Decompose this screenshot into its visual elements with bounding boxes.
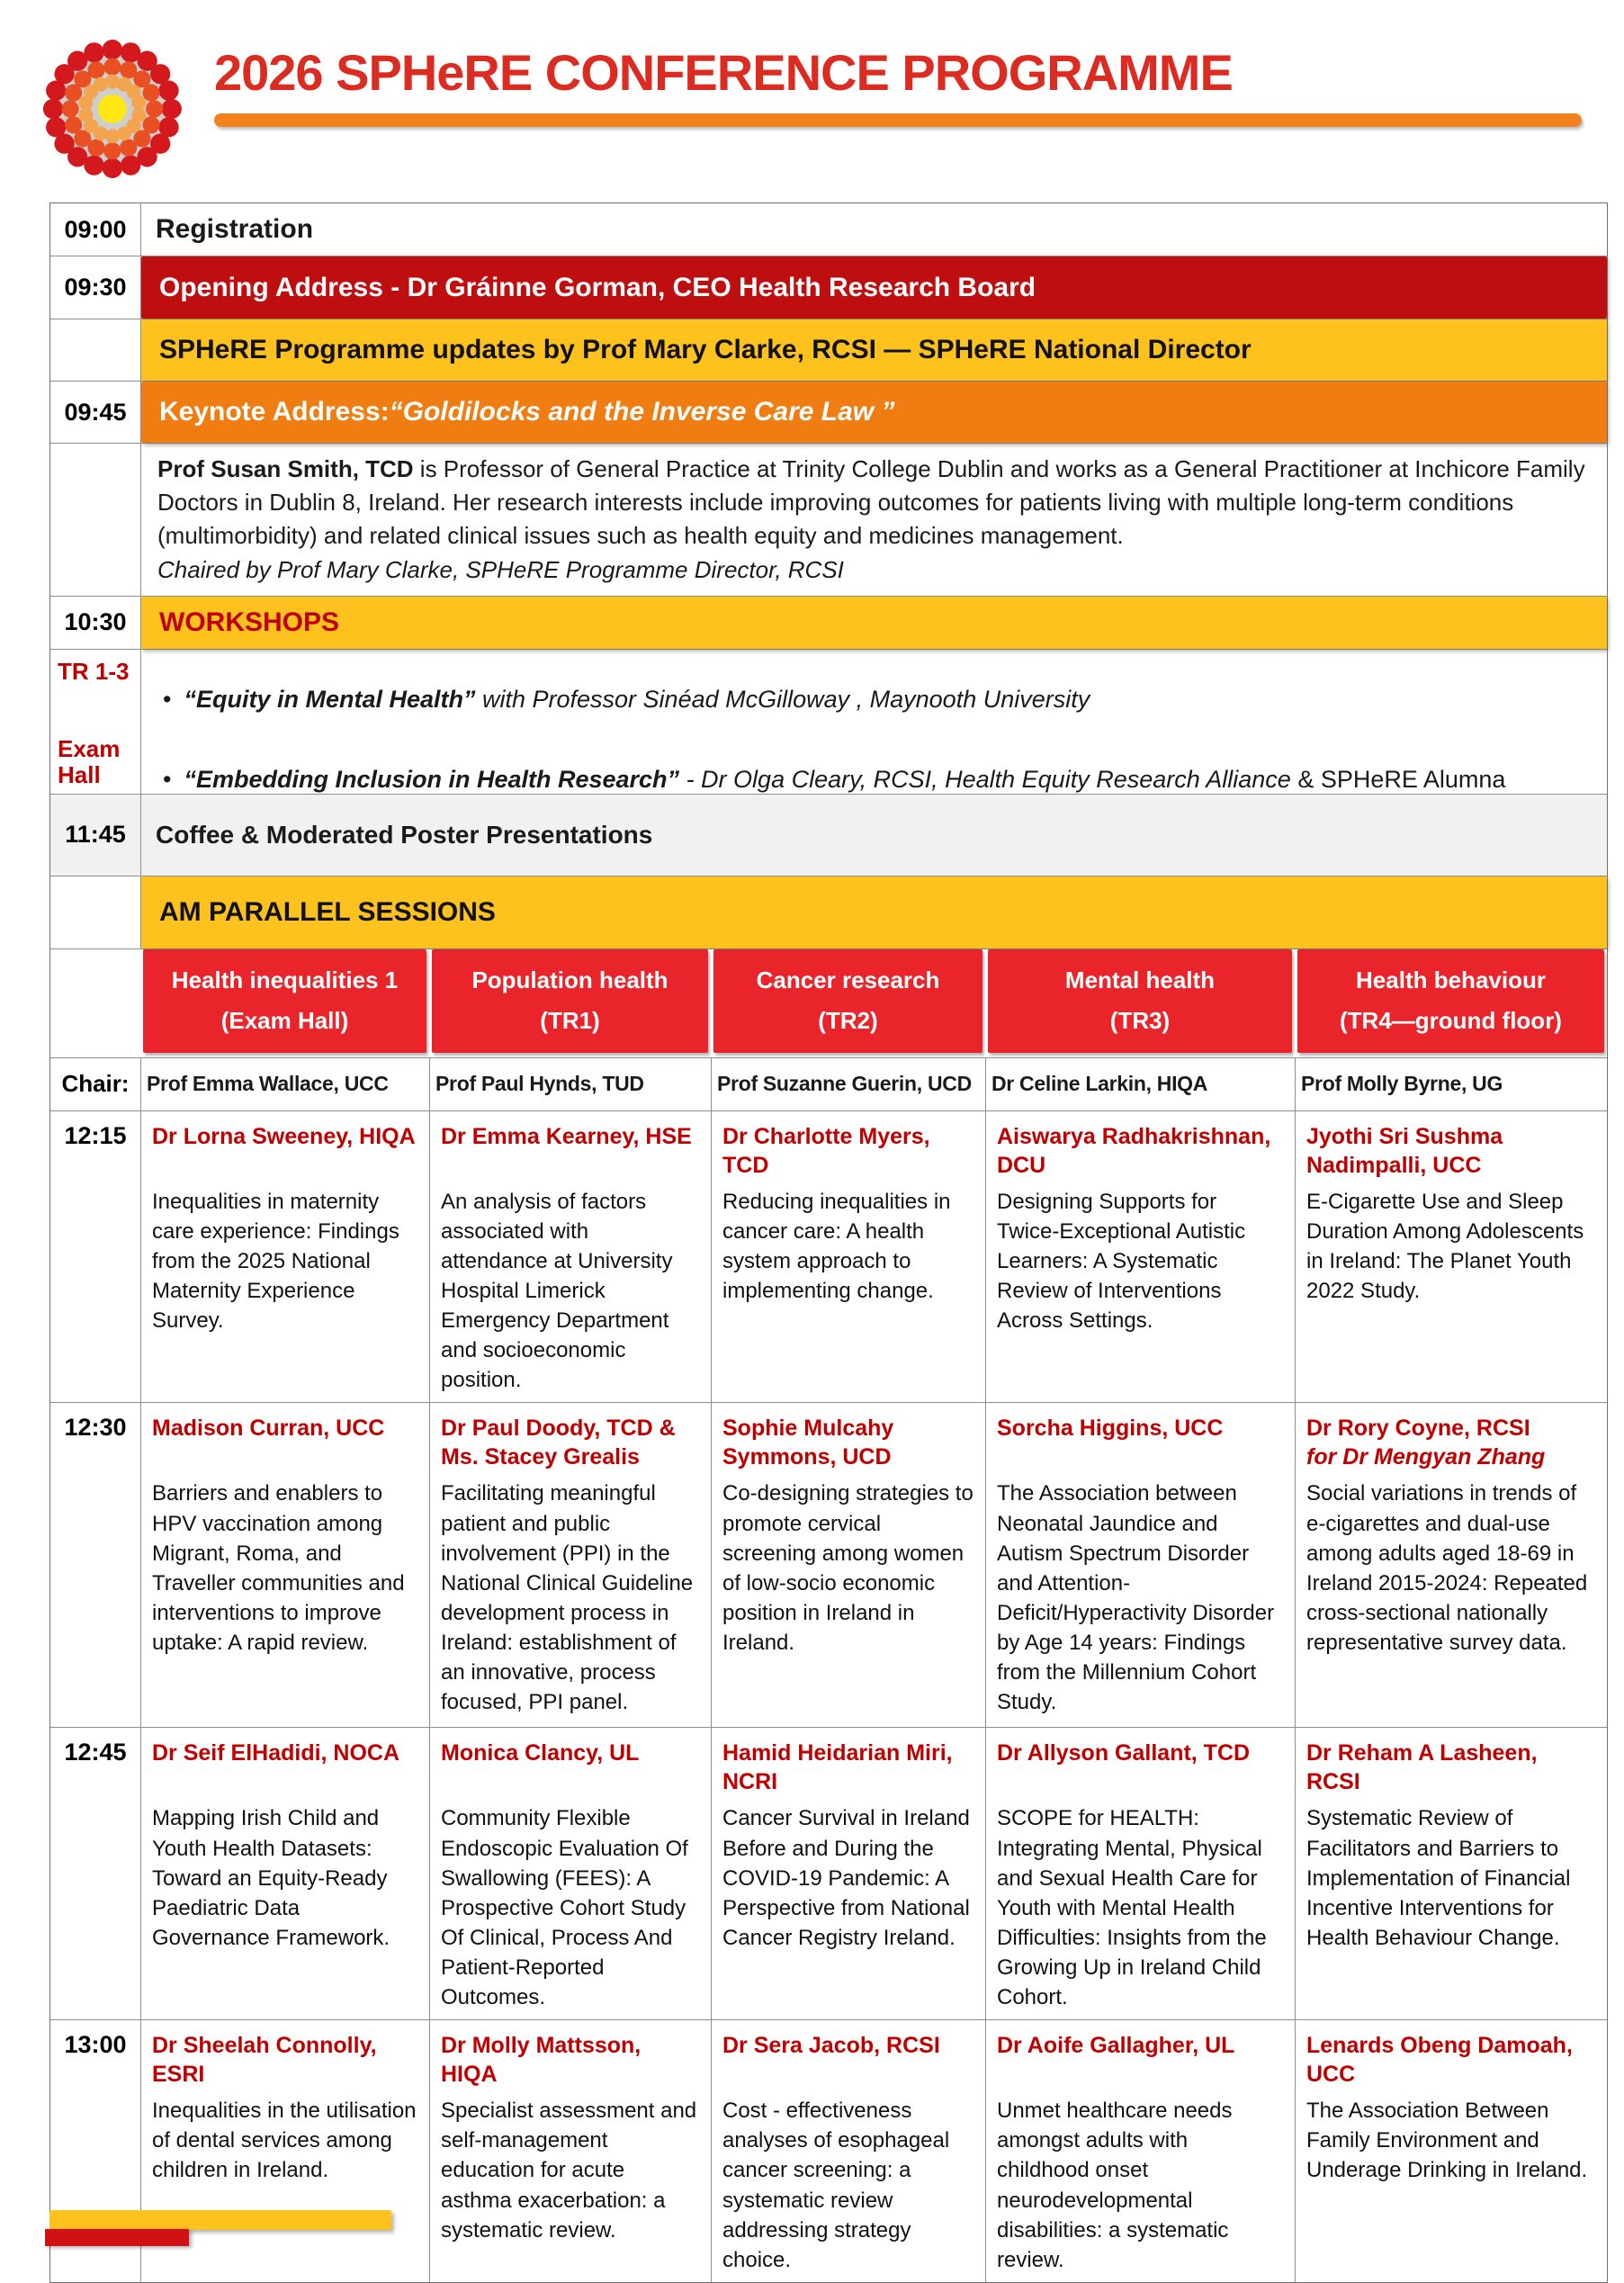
session-chair: Dr Celine Larkin, HIQA — [991, 1072, 1208, 1096]
cutoff-red-bar — [45, 2229, 189, 2246]
row-coffee — [50, 794, 1607, 876]
talk-title: Unmet healthcare needs amongst adults with childhood onset neurodevelopmental disabilities: a systematic review. — [997, 2099, 1233, 2272]
talk-title: SCOPE for HEALTH: Integrating Mental, Physical and Sexual Health Care for Youth with Mental Health Difficulties: Insights from the Growing Up in Ireland Child Cohort. — [997, 1806, 1267, 2010]
programme-table — [49, 202, 1608, 2283]
talk-cell — [711, 1403, 985, 1727]
workshop-presenter: with Professor Sinéad McGilloway , Maynooth University — [475, 685, 1090, 713]
bullet-icon: • — [163, 685, 172, 713]
talk-cell — [985, 1403, 1295, 1727]
speaker-name: Lenards Obeng Damoah, UCC — [1306, 2033, 1573, 2088]
row-opening-address — [50, 256, 1607, 319]
session-chair: Prof Molly Byrne, UG — [1301, 1072, 1503, 1096]
am-sessions-banner: AM PARALLEL SESSIONS — [141, 876, 1607, 948]
session-title: Population health — [471, 966, 668, 994]
speaker-name: Dr Rory Coyne, RCSI — [1306, 1416, 1530, 1442]
talk-cell — [1295, 1728, 1607, 2019]
speaker-name: Aiswarya Radhakrishnan, DCU — [997, 1123, 1271, 1178]
keynote-chaired-by: Chaired by Prof Mary Clarke, SPHeRE Programme Director, RCSI — [157, 555, 844, 583]
row-registration — [50, 203, 1607, 256]
talk-title: Reducing inequalities in cancer care: A health system approach to implementing change. — [722, 1189, 951, 1304]
speaker-name: Dr Molly Mattsson, HIQA — [441, 2033, 642, 2088]
talk-cell — [711, 1728, 985, 2019]
time-label: 12:45 — [64, 1739, 127, 1766]
speaker-name: Madison Curran, UCC — [152, 1416, 385, 1442]
talk-cell — [1295, 1403, 1607, 1727]
talk-cell — [429, 1728, 711, 2019]
bullet-icon: • — [163, 765, 172, 793]
talk-title: E-Cigarette Use and Sleep Duration Among Adolescents in Ireland: The Planet Youth 2022 Study. — [1306, 1189, 1584, 1304]
row-keynote-bio — [50, 443, 1607, 596]
sunburst-dots-icon — [38, 32, 191, 185]
session-column-header — [143, 949, 426, 1053]
cutoff-gold-bar — [49, 2210, 391, 2230]
workshop-item — [163, 766, 1598, 794]
title-rule — [214, 113, 1582, 127]
row-programme-updates — [50, 319, 1607, 381]
talk-cell — [1295, 1111, 1607, 1403]
keynote-speaker-name: Prof Susan Smith, TCD — [157, 455, 414, 482]
speaker-name: Dr Sera Jacob, RCSI — [722, 2033, 940, 2059]
session-room: (TR1) — [540, 1007, 600, 1035]
talk-title: The Association between Neonatal Jaundice and Autism Spectrum Disorder and Attention-Deficit/Hyperactivity Disorder by Age 14 years: Findings from the Millennium Cohort Study. — [997, 1481, 1275, 1715]
row-slot-1245 — [50, 1727, 1607, 2019]
session-column-header — [713, 949, 982, 1053]
speaker-name: Dr Emma Kearney, HSE — [441, 1123, 692, 1149]
time-label — [50, 444, 140, 596]
workshop-title: “Embedding Inclusion in Health Research” — [184, 765, 680, 793]
row-workshops-banner — [50, 596, 1607, 649]
talk-title: An analysis of factors associated with attendance at University Hospital Limerick Emergency Department and socioeconomic position. — [441, 1189, 673, 1393]
talk-title: Specialist assessment and self-management education for acute asthma exacerbation: a systematic review. — [441, 2099, 697, 2243]
talk-cell — [429, 1403, 711, 1727]
speaker-name: Dr Seif ElHadidi, NOCA — [152, 1740, 400, 1766]
talk-title: Community Flexible Endoscopic Evaluation Of Swallowing (FEES): A Prospective Cohort Study Of Clinical, Process And Patient-Reported Outcomes. — [441, 1806, 688, 2010]
time-label — [50, 319, 140, 381]
keynote-bio — [140, 444, 1607, 596]
talk-title: The Association Between Family Environment and Underage Drinking in Ireland. — [1306, 2099, 1588, 2183]
page-title: 2026 SPHeRE CONFERENCE PROGRAMME — [214, 44, 1233, 101]
workshop-list — [140, 650, 1607, 794]
keynote-quote: “Goldilocks and the Inverse Care Law ” — [389, 397, 895, 427]
talk-cell — [429, 2020, 711, 2282]
keynote-bio-text: is Professor of General Practice at Trinity College Dublin and works as a General Practitioner at Inchicore Family Doctors in Dublin 8, Ireland. Her research interests include improving outcomes for patients living with multiple long-term conditions (multimorbidity) and related clinical issues such as health equity and medicines management. — [157, 455, 1585, 550]
row-slot-1215 — [50, 1110, 1607, 1403]
session-chair: Prof Paul Hynds, TUD — [435, 1072, 644, 1096]
time-label: 12:30 — [64, 1414, 127, 1442]
talk-title: Cost - effectiveness analyses of esophageal cancer screening: a systematic review addressing strategy choice. — [722, 2099, 950, 2272]
session-title: Cancer research — [756, 966, 940, 994]
workshop-title: “Equity in Mental Health” — [184, 685, 476, 713]
talk-cell — [429, 1111, 711, 1403]
session-column-header — [432, 949, 708, 1053]
speaker-name: Dr Sheelah Connolly, ESRI — [152, 2033, 377, 2088]
talk-title: Cancer Survival in Ireland Before and During the COVID-19 Pandemic: A Perspective from National Cancer Registry Ireland. — [722, 1806, 970, 1950]
session-title: Mental health — [1064, 966, 1216, 994]
row-slot-1300 — [50, 2019, 1607, 2282]
row-workshop-items — [50, 649, 1607, 794]
workshop-item — [163, 686, 1598, 714]
session-chair: Prof Suzanne Guerin, UCD — [717, 1072, 972, 1096]
speaker-name: Dr Aoife Gallagher, UL — [997, 2033, 1235, 2059]
talk-title: Barriers and enablers to HPV vaccination among Migrant, Roma, and Traveller communities and interventions to improve uptake: A rapid review. — [152, 1481, 405, 1655]
session-column-header — [988, 949, 1292, 1053]
session-room: (TR4—ground floor) — [1340, 1007, 1562, 1035]
time-label: 12:15 — [64, 1121, 127, 1149]
workshop-room-tr: TR 1-3 — [58, 657, 130, 685]
session-room: (Exam Hall) — [220, 1007, 349, 1035]
speaker-name: Dr Paul Doody, TCD & Ms. Stacey Grealis — [441, 1416, 676, 1470]
time-label: 10:30 — [64, 608, 127, 636]
talk-title: Co-designing strategies to promote cervical screening among women of low-socio economic position in Ireland in Ireland. — [722, 1481, 974, 1655]
session-title: Health behaviour — [1356, 966, 1546, 994]
time-label — [50, 949, 140, 1057]
speaker-name: Dr Charlotte Myers, TCD — [722, 1123, 930, 1178]
row-slot-1230 — [50, 1402, 1607, 1727]
sphere-logo — [38, 32, 191, 185]
speaker-name: Monica Clancy, UL — [441, 1740, 640, 1766]
talk-cell — [1295, 2020, 1607, 2282]
talk-title: Designing Supports for Twice-Exceptional Autistic Learners: A Systematic Review of Interventions Across Settings. — [997, 1189, 1246, 1334]
speaker-name: Jyothi Sri Sushma Nadimpalli, UCC — [1306, 1123, 1503, 1178]
row-am-sessions-banner — [50, 876, 1607, 948]
row-keynote — [50, 381, 1607, 443]
talk-cell — [711, 2020, 985, 2282]
keynote-prefix: Keynote Address: — [159, 397, 390, 427]
time-label — [50, 876, 140, 948]
workshop-presenter: - Dr Olga Cleary, RCSI, Health Equity Research Alliance — [679, 765, 1291, 793]
talk-cell — [140, 1728, 429, 2019]
time-label: 11:45 — [65, 821, 126, 849]
programme-updates-banner: SPHeRE Programme updates by Prof Mary Clarke, RCSI — SPHeRE National Director — [141, 319, 1607, 381]
time-label: 09:30 — [64, 274, 127, 301]
session-column-header — [1297, 949, 1604, 1053]
talk-title: Facilitating meaningful patient and public involvement (PPI) in the National Clinical Guideline development process in Ireland: establishment of an innovative, process focused, PPI panel. — [441, 1481, 694, 1715]
speaker-name: Sorcha Higgins, UCC — [997, 1416, 1224, 1442]
workshop-room-cell — [50, 650, 140, 794]
time-label: 09:00 — [64, 215, 127, 243]
speaker-name: Hamid Heidarian Miri, NCRI — [722, 1740, 953, 1795]
speaker-name: Dr Lorna Sweeney, HIQA — [152, 1123, 416, 1149]
coffee-label: Coffee & Moderated Poster Presentations — [140, 795, 1607, 876]
workshop-room-examhall: Exam Hall — [58, 734, 121, 789]
talk-title: Mapping Irish Child and Youth Health Datasets: Toward an Equity-Ready Paediatric Data Governance Framework. — [152, 1806, 390, 1950]
talk-cell — [140, 1403, 429, 1727]
talk-cell — [985, 2020, 1295, 2282]
speaker-name: Dr Reham A Lasheen, RCSI — [1306, 1740, 1538, 1795]
time-label: 13:00 — [64, 2031, 127, 2059]
talk-cell — [711, 1111, 985, 1403]
talk-cell — [985, 1728, 1295, 2019]
registration-label: Registration — [140, 203, 1607, 256]
speaker-note: for Dr Mengyan Zhang — [1306, 1444, 1546, 1470]
time-label: 09:45 — [64, 398, 127, 426]
speaker-name: Dr Allyson Gallant, TCD — [997, 1740, 1251, 1766]
chair-label: Chair: — [61, 1070, 130, 1098]
session-room: (TR3) — [1109, 1007, 1171, 1035]
workshops-banner-label: WORKSHOPS — [159, 607, 340, 637]
talk-cell — [140, 1111, 429, 1403]
row-chairs — [50, 1057, 1607, 1110]
talk-title: Systematic Review of Facilitators and Barriers to Implementation of Financial Incentive Interventions for Health Behaviour Change. — [1306, 1806, 1571, 1950]
session-room: (TR2) — [818, 1007, 878, 1035]
session-chair: Prof Emma Wallace, UCC — [147, 1072, 389, 1096]
opening-address-banner: Opening Address - Dr Gráinne Gorman, CEO Health Research Board — [141, 256, 1607, 319]
talk-title: Inequalities in maternity care experience: Findings from the 2025 National Maternity Experience Survey. — [152, 1189, 399, 1334]
talk-title: Social variations in trends of e-cigarettes and dual-use among adults aged 18-69 in Ireland 2015-2024: Repeated cross-sectional nationally representative survey data. — [1306, 1481, 1588, 1655]
talk-cell — [985, 1111, 1295, 1403]
talk-title: Inequalities in the utilisation of dental services among children in Ireland. — [152, 2099, 417, 2183]
row-session-headers — [50, 948, 1607, 1057]
session-title: Health inequalities 1 — [171, 966, 399, 994]
workshop-tail: & SPHeRE Alumna — [1290, 765, 1506, 793]
workshops-banner — [141, 597, 1607, 649]
keynote-banner — [141, 382, 1607, 443]
speaker-name: Sophie Mulcahy Symmons, UCD — [722, 1416, 894, 1470]
